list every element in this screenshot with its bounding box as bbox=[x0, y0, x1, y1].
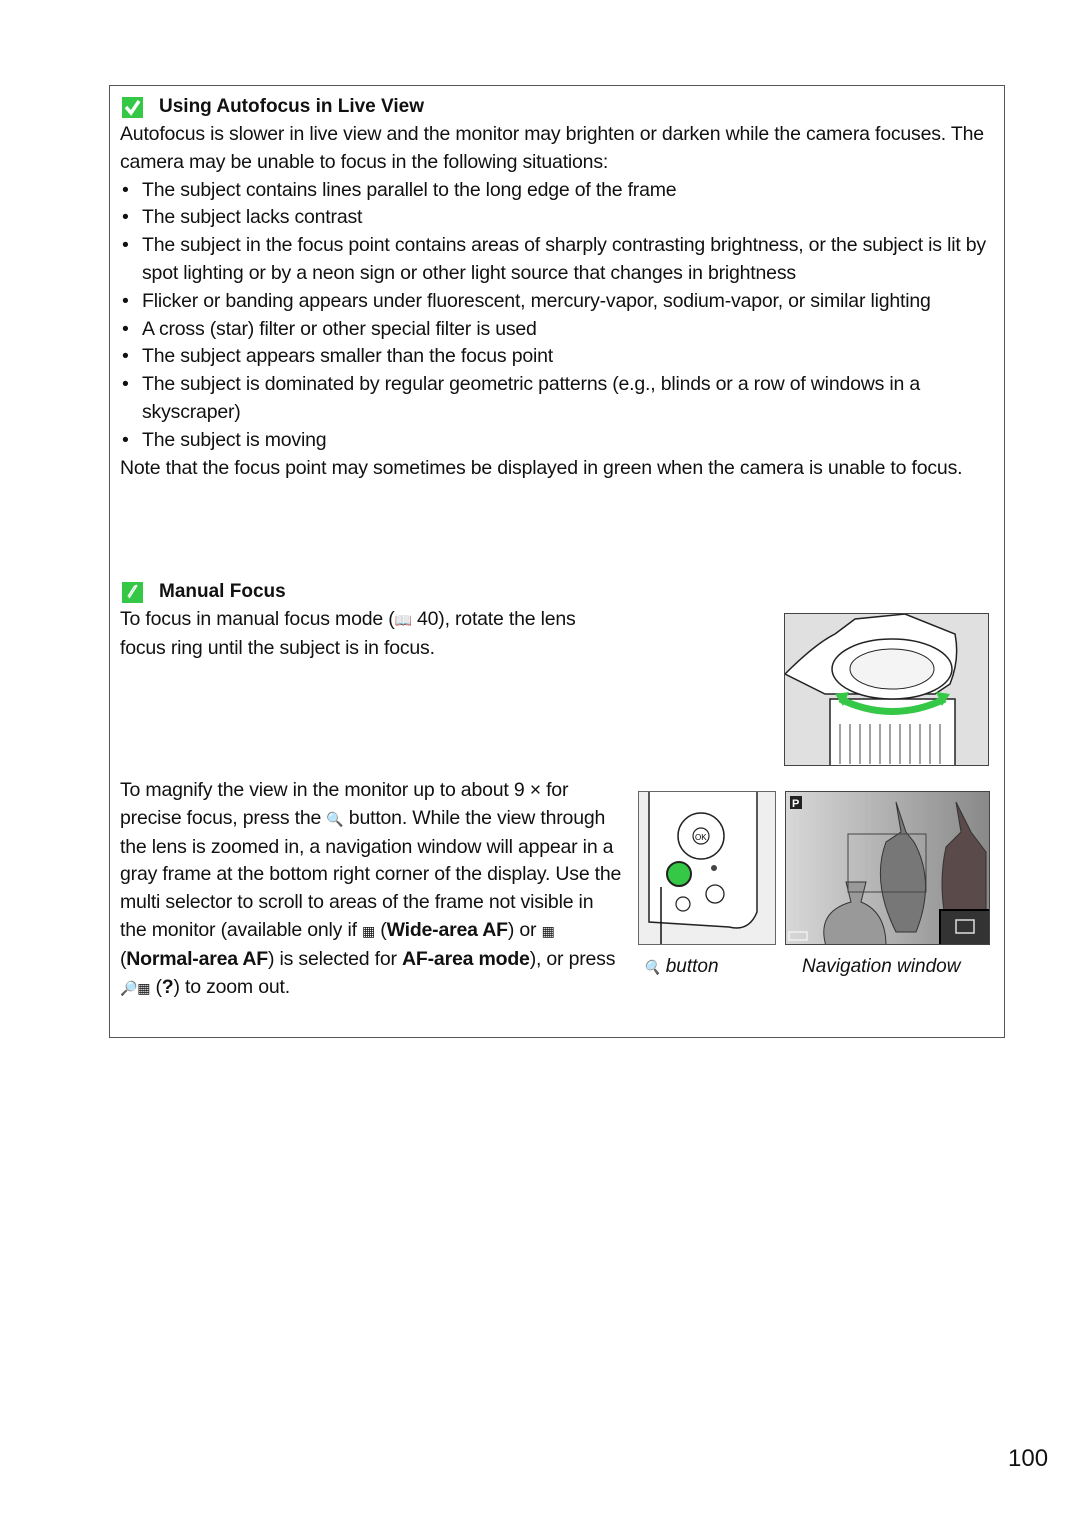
lens-focus-ring-illustration bbox=[784, 613, 989, 766]
bullet-item: • The subject is dominated by regular geometric patterns (e.g., blinds or a row of windows in a skyscraper) bbox=[120, 371, 1000, 427]
text: To focus in manual focus mode ( bbox=[120, 608, 395, 630]
svg-text:OK: OK bbox=[695, 833, 707, 842]
text: ) is selected for bbox=[268, 947, 403, 970]
normal-area-af-icon: ▦ bbox=[541, 922, 555, 939]
book-icon: 📖 bbox=[394, 612, 412, 628]
autofocus-title: Using Autofocus in Live View bbox=[159, 96, 424, 117]
zoom-in-icon: 🔍 bbox=[326, 810, 344, 827]
navigation-window-caption: Navigation window bbox=[802, 956, 961, 977]
autofocus-intro: Autofocus is slower in live view and the monitor may brighten or darken while the camera focuses. The camera may be unable to focus in the following situations: bbox=[120, 123, 984, 173]
bullet-item: • The subject contains lines parallel to the long edge of the frame bbox=[120, 177, 1000, 205]
bullet-item: • A cross (star) filter or other special filter is used bbox=[120, 316, 1000, 344]
text: ) to zoom out. bbox=[173, 975, 290, 998]
bullet-item: • The subject is moving bbox=[120, 427, 1000, 455]
autofocus-heading bbox=[122, 96, 424, 118]
page-number: 100 bbox=[1008, 1445, 1049, 1472]
help-symbol: ? bbox=[161, 975, 174, 998]
page-ref-link[interactable]: 40 bbox=[416, 608, 439, 630]
normal-area-af-label: Normal-area AF bbox=[126, 947, 268, 970]
autofocus-note: Note that the focus point may sometimes be displayed in green when the camera is unable to focus. bbox=[120, 456, 963, 479]
text: ) or bbox=[507, 918, 542, 941]
manual-focus-title: Manual Focus bbox=[159, 581, 286, 602]
text: To magnify the view in the monitor up to about 9 × for precise focus, press the bbox=[120, 779, 569, 829]
camera-back-illustration bbox=[638, 791, 776, 945]
af-area-mode-label: AF-area mode bbox=[402, 947, 530, 970]
checkmark-icon bbox=[122, 97, 143, 118]
wide-area-af-icon: ▦ bbox=[362, 922, 376, 939]
bullet-item: • The subject in the focus point contains areas of sharply contrasting brightness, or the subject is lit by spot lighting or by a neon sign or other light source that changes in brightness bbox=[120, 232, 1000, 288]
bullet-item: • The subject lacks contrast bbox=[120, 204, 1000, 232]
bullet-item: • Flicker or banding appears under fluorescent, mercury-vapor, sodium-vapor, or similar lighting bbox=[120, 288, 1000, 316]
wide-area-af-label: Wide-area AF bbox=[386, 918, 508, 941]
caption-text: button bbox=[665, 956, 719, 977]
manual-para-1 bbox=[120, 606, 600, 663]
live-view-screen-illustration bbox=[785, 791, 990, 945]
zoom-out-icon: 🔎▦ bbox=[120, 979, 151, 996]
paperclip-icon bbox=[122, 582, 143, 603]
svg-text:P: P bbox=[792, 798, 800, 810]
text: ), or press bbox=[529, 947, 616, 970]
button-caption bbox=[643, 956, 719, 978]
manual-para-2: To magnify the view in the monitor up to about 9 × for precise focus, press the 🔍 button. While the view through the lens is zoomed in, a navigation window will appear in a gray frame at the bottom right corner of the display. Use the multi selector to scroll to areas of the frame not visible in the monitor (available only if ▦ (Wide-area AF) or ▦ (Normal-area AF) is selected for AF-area mode), or press 🔎▦ (?) to zoom out. bbox=[120, 779, 622, 998]
manual-focus-heading bbox=[122, 581, 286, 603]
autofocus-body bbox=[120, 121, 1000, 482]
text: button. While the view through the lens is zoomed in, a navigation window will appear in a gray frame at the bottom right corner of the display. Use the multi selector to scroll to areas of the frame not visible in the monitor (available only if bbox=[120, 806, 622, 941]
bullet-item: • The subject appears smaller than the focus point bbox=[120, 343, 1000, 371]
text: ), rotate the lens focus ring until the subject is in focus. bbox=[120, 608, 576, 659]
zoom-in-icon: 🔍 bbox=[643, 959, 661, 975]
